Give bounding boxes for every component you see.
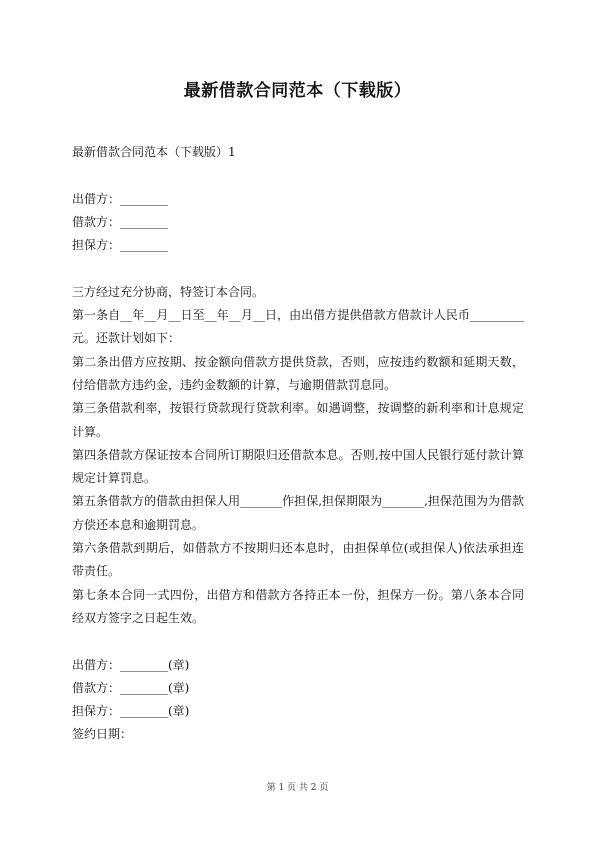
spacer [72, 164, 524, 187]
clause-1: 第一条自__年__月__日至__年__月__日，由出借方提供借款方借款计人民币_________元。还款计划如下： [72, 308, 524, 346]
clause-6: 第六条借款到期后，如借款方不按期归还本息时，由担保单位(或担保人)依法承担连带责任。 [72, 541, 524, 579]
clause-2: 第二条出借方应按期、按金额向借款方提供贷款，否则，应按违约数额和延期天数，付给借款方违约金，违约金数额的计算，与逾期借款罚息同。 [72, 354, 524, 392]
document-body [72, 141, 524, 747]
party-borrower: 借款方：________ [72, 214, 169, 229]
party-guarantor: 担保方：________ [72, 238, 169, 253]
intro-paragraph: 三方经过充分协商，特签订本合同。 [72, 284, 265, 299]
spacer [72, 257, 524, 280]
page-footer: 第 1 页 共 2 页 [266, 783, 329, 793]
clause-7: 第七条本合同一式四份，出借方和借款方各持正本一份，担保方一份。第八条本合同经双方签字之日起生效。 [72, 587, 524, 625]
clause-3: 第三条借款利率，按银行贷款现行贷款利率。如遇调整，按调整的新利率和计息规定计算。 [72, 401, 524, 439]
document-title: 最新借款合同范本（下载版） [183, 81, 412, 101]
signature-lender: 出借方：________(章) [72, 657, 190, 672]
spacer [72, 630, 524, 653]
signature-borrower: 借款方：________(章) [72, 680, 190, 695]
signing-date: 签约日期： [72, 727, 133, 742]
signature-guarantor: 担保方：________(章) [72, 704, 190, 719]
clause-4: 第四条借款方保证按本合同所订期限归还借款本息。否则,按中国人民银行延付款计算规定计算罚息。 [72, 447, 524, 486]
document-subtitle: 最新借款合同范本（下载版）1 [72, 145, 236, 159]
party-lender: 出借方：________ [72, 191, 169, 206]
clause-5: 第五条借款方的借款由担保人用_______作担保,担保期限为_______,担保范围为为借款方偿还本息和逾期罚息。 [72, 494, 524, 532]
